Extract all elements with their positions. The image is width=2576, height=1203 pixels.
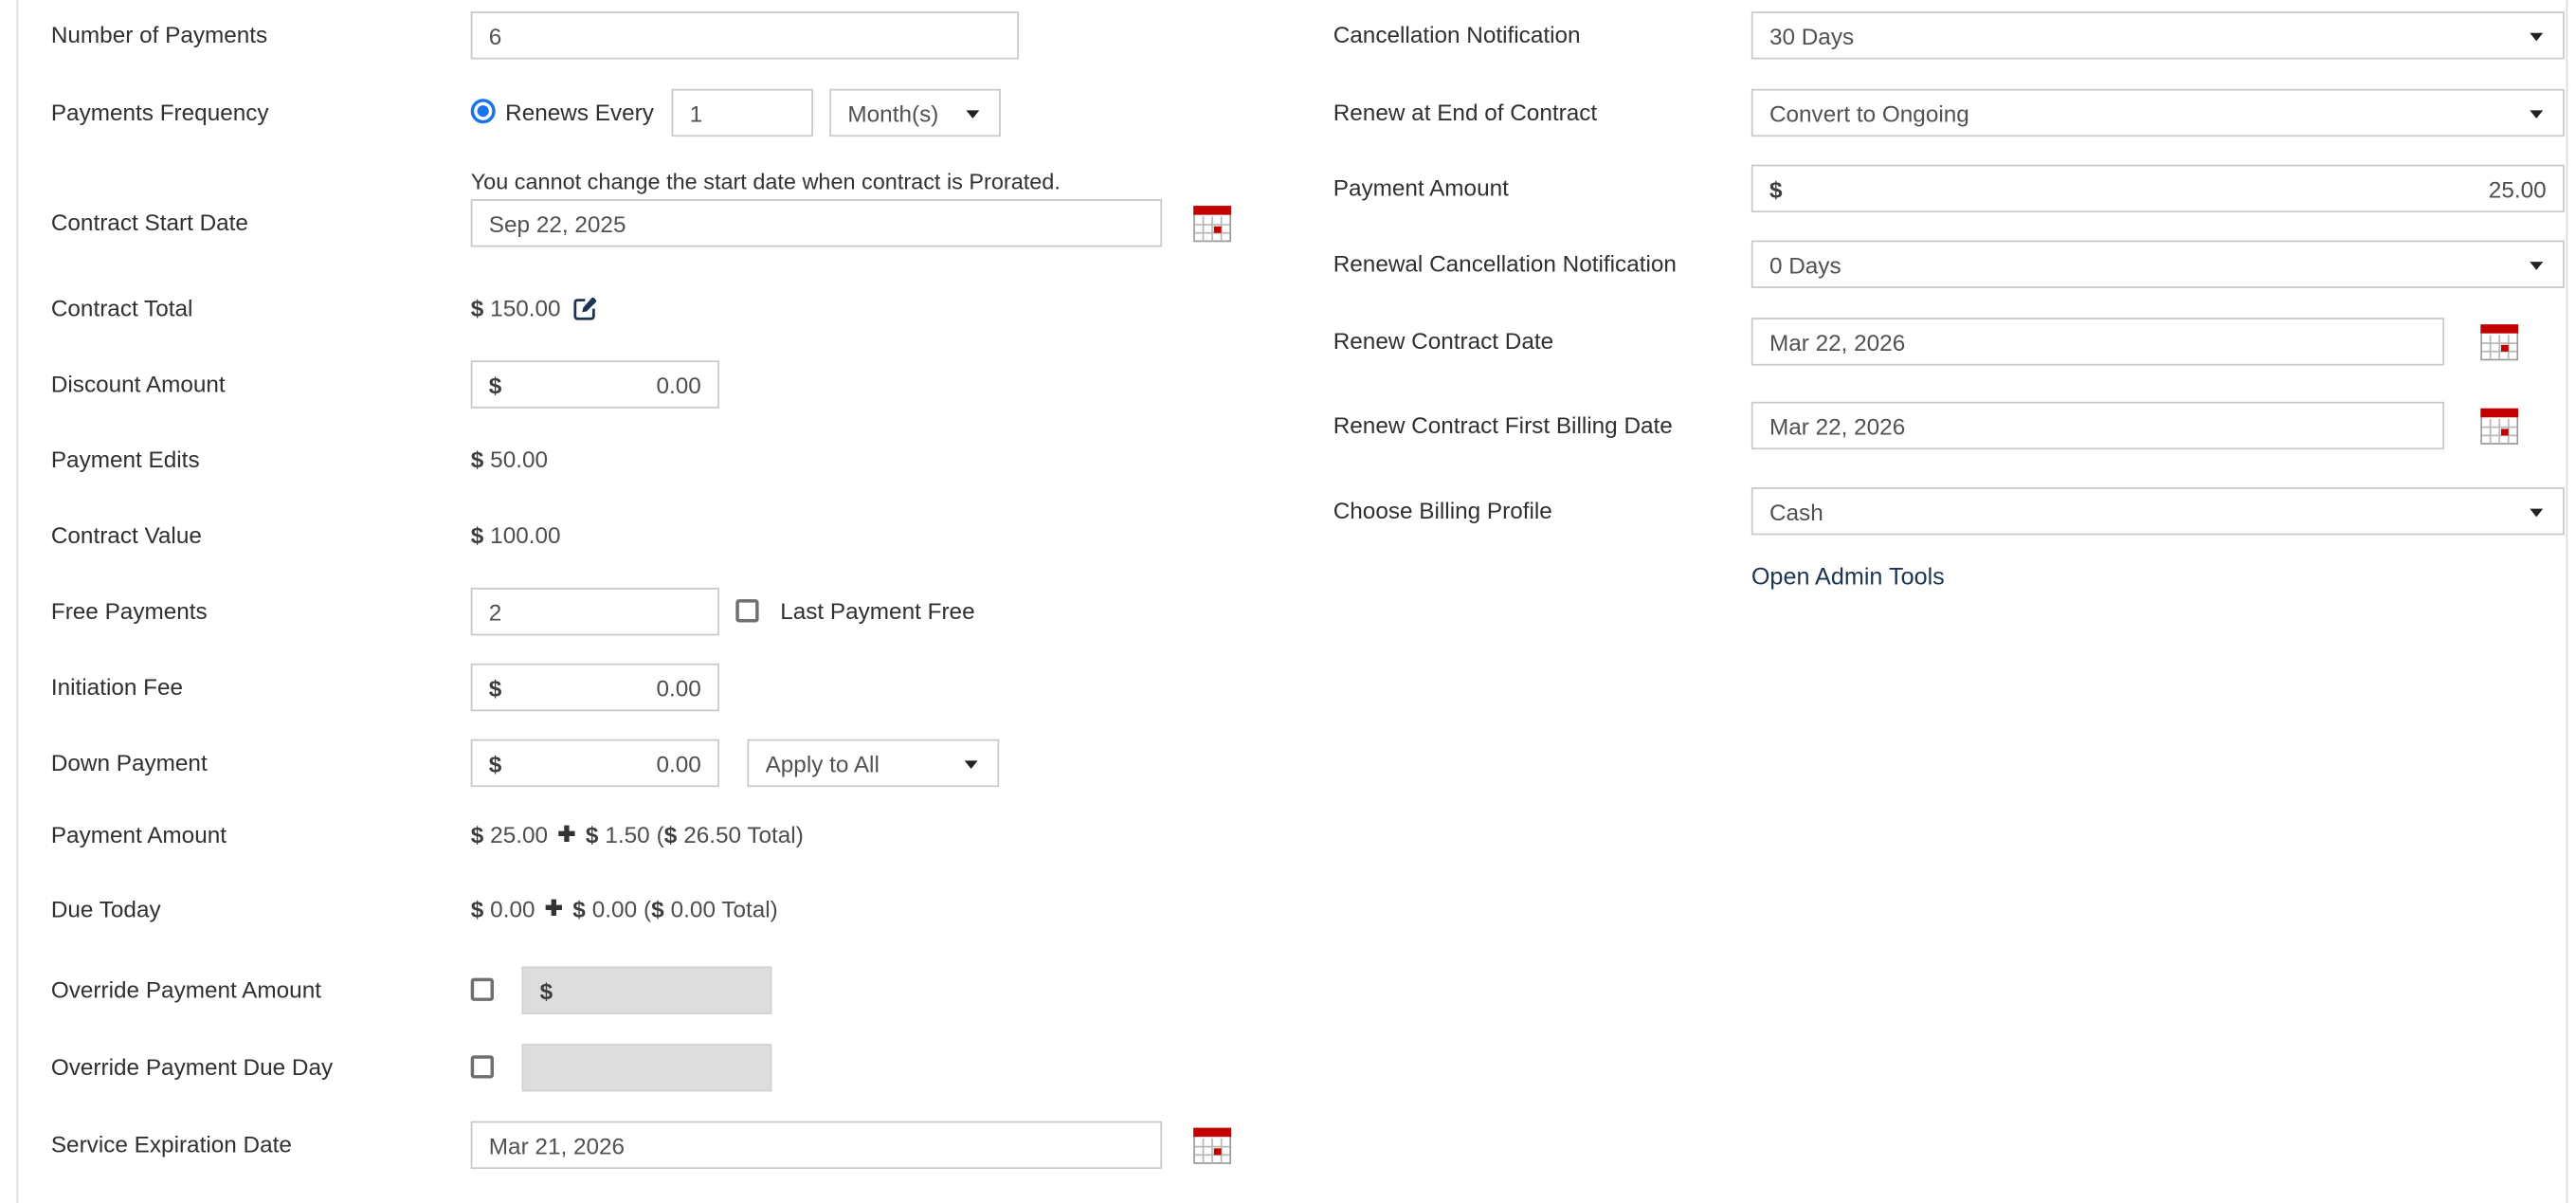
payment-edits-label: Payment Edits — [50, 446, 200, 473]
edit-icon[interactable] — [572, 296, 597, 320]
last-payment-free-label: Last Payment Free — [780, 597, 975, 625]
currency-symbol: $ — [470, 821, 484, 848]
payments-frequency-label: Payments Frequency — [50, 99, 269, 125]
override-payment-due-day-input — [522, 1044, 772, 1091]
payment-amount-addon: 1.50 — [605, 821, 650, 848]
override-payment-amount-checkbox[interactable] — [471, 978, 494, 1001]
renewal-cancellation-notification-value: 0 Days — [1769, 250, 1841, 278]
initiation-fee-label: Initiation Fee — [50, 673, 184, 701]
plus-icon: ✚ — [557, 821, 576, 847]
currency-symbol: $ — [663, 821, 678, 848]
currency-symbol: $ — [539, 976, 553, 1004]
down-payment-input[interactable] — [471, 739, 719, 787]
contract-value-amount: 100.00 — [490, 521, 561, 549]
contract-total-label: Contract Total — [50, 294, 193, 321]
cancellation-notification-value: 30 Days — [1769, 22, 1855, 49]
free-payments-input[interactable] — [471, 588, 719, 635]
calendar-icon[interactable] — [2480, 405, 2518, 446]
due-today-value — [471, 892, 778, 925]
renew-at-end-of-contract-label: Renew at End of Contract — [1333, 99, 1598, 125]
renewal-payment-amount-value: 25.00 — [2488, 174, 2547, 202]
dropdown-caret-icon — [2530, 109, 2543, 118]
currency-symbol: $ — [1769, 174, 1783, 202]
renewal-cancellation-notification-select[interactable] — [1751, 241, 2565, 288]
choose-billing-profile-value: Cash — [1769, 498, 1823, 525]
contract-settings-panel — [16, 0, 2567, 1203]
renew-contract-first-billing-date-label: Renew Contract First Billing Date — [1333, 411, 1673, 438]
calendar-icon[interactable] — [2480, 321, 2518, 362]
number-of-payments-label: Number of Payments — [50, 21, 268, 48]
down-payment-apply-value: Apply to All — [765, 750, 880, 776]
payment-amount-label: Payment Amount — [50, 821, 227, 848]
plus-icon: ✚ — [544, 895, 563, 920]
open-admin-tools-link[interactable]: Open Admin Tools — [1751, 564, 1945, 592]
currency-symbol: $ — [585, 821, 599, 848]
currency-symbol: $ — [572, 895, 586, 922]
initiation-fee-value: 0.00 — [656, 674, 701, 701]
renewal-payment-amount-label: Payment Amount — [1333, 174, 1509, 201]
down-payment-apply-select[interactable] — [747, 739, 999, 787]
currency-symbol: $ — [488, 750, 502, 776]
discount-amount-input[interactable] — [471, 360, 719, 408]
start-date-note: You cannot change the start date when contract is Prorated. — [470, 169, 1061, 194]
override-payment-due-day-checkbox[interactable] — [471, 1055, 494, 1078]
renewal-payment-amount-input[interactable] — [1751, 165, 2565, 212]
dropdown-caret-icon — [2530, 508, 2543, 517]
payment-amount-total: ( $ 26.50 Total) — [656, 821, 804, 848]
discount-amount-value: 0.00 — [656, 371, 701, 398]
calendar-icon[interactable] — [1193, 1124, 1231, 1165]
cancellation-notification-label: Cancellation Notification — [1333, 21, 1581, 48]
renews-every-radio-label: Renews Every — [505, 99, 654, 125]
currency-symbol: $ — [470, 294, 484, 321]
contract-value-label: Contract Value — [50, 521, 202, 549]
due-today-label: Due Today — [50, 895, 161, 922]
down-payment-label: Down Payment — [50, 749, 208, 775]
due-today-base: 0.00 — [490, 895, 535, 922]
last-payment-free-checkbox[interactable] — [735, 599, 758, 622]
override-payment-amount-label: Override Payment Amount — [50, 975, 321, 1003]
payment-edits-value — [471, 443, 548, 476]
free-payments-label: Free Payments — [50, 597, 208, 625]
renew-at-end-of-contract-select[interactable] — [1751, 89, 2565, 137]
currency-symbol: $ — [651, 895, 664, 922]
due-today-total: ( $ 0.00 Total) — [644, 895, 778, 922]
currency-symbol: $ — [470, 521, 484, 549]
contract-start-date-label: Contract Start Date — [50, 209, 248, 236]
service-expiration-date-label: Service Expiration Date — [50, 1131, 292, 1157]
contract-total-amount: 150.00 — [490, 294, 561, 321]
number-of-payments-input[interactable] — [471, 11, 1019, 59]
dropdown-caret-icon — [2530, 261, 2543, 269]
dropdown-caret-icon — [965, 759, 978, 768]
currency-symbol: $ — [470, 446, 484, 473]
renew-contract-date-label: Renew Contract Date — [1333, 327, 1554, 355]
contract-total-value — [471, 291, 597, 324]
payment-amount-value — [471, 818, 804, 851]
renews-every-radio[interactable] — [471, 99, 496, 123]
payment-amount-base: 25.00 — [490, 821, 549, 848]
renew-at-end-of-contract-value: Convert to Ongoing — [1769, 100, 1969, 126]
renewal-cancellation-notification-label: Renewal Cancellation Notification — [1333, 249, 1677, 277]
contract-value-value — [471, 519, 561, 552]
choose-billing-profile-select[interactable] — [1751, 487, 2565, 535]
initiation-fee-input[interactable] — [471, 664, 719, 711]
currency-symbol: $ — [488, 371, 502, 398]
cancellation-notification-select[interactable] — [1751, 11, 2565, 59]
choose-billing-profile-label: Choose Billing Profile — [1333, 497, 1552, 524]
renew-contract-first-billing-date-input[interactable] — [1751, 402, 2444, 449]
discount-amount-label: Discount Amount — [50, 370, 226, 397]
override-payment-due-day-label: Override Payment Due Day — [50, 1053, 334, 1081]
service-expiration-date-input[interactable] — [471, 1121, 1162, 1169]
renew-unit-value: Month(s) — [847, 100, 939, 126]
calendar-icon[interactable] — [1193, 203, 1231, 244]
due-today-addon: 0.00 — [591, 895, 638, 922]
currency-symbol: $ — [488, 674, 502, 701]
override-payment-amount-input — [522, 966, 772, 1013]
renew-interval-input[interactable] — [672, 89, 813, 137]
contract-start-date-input[interactable] — [471, 199, 1162, 246]
down-payment-value: 0.00 — [656, 750, 701, 776]
dropdown-caret-icon — [966, 109, 979, 118]
renew-contract-date-input[interactable] — [1751, 318, 2444, 365]
payment-edits-amount: 50.00 — [490, 446, 549, 473]
renew-unit-select[interactable] — [829, 89, 1001, 137]
dropdown-caret-icon — [2530, 32, 2543, 41]
currency-symbol: $ — [470, 895, 484, 922]
